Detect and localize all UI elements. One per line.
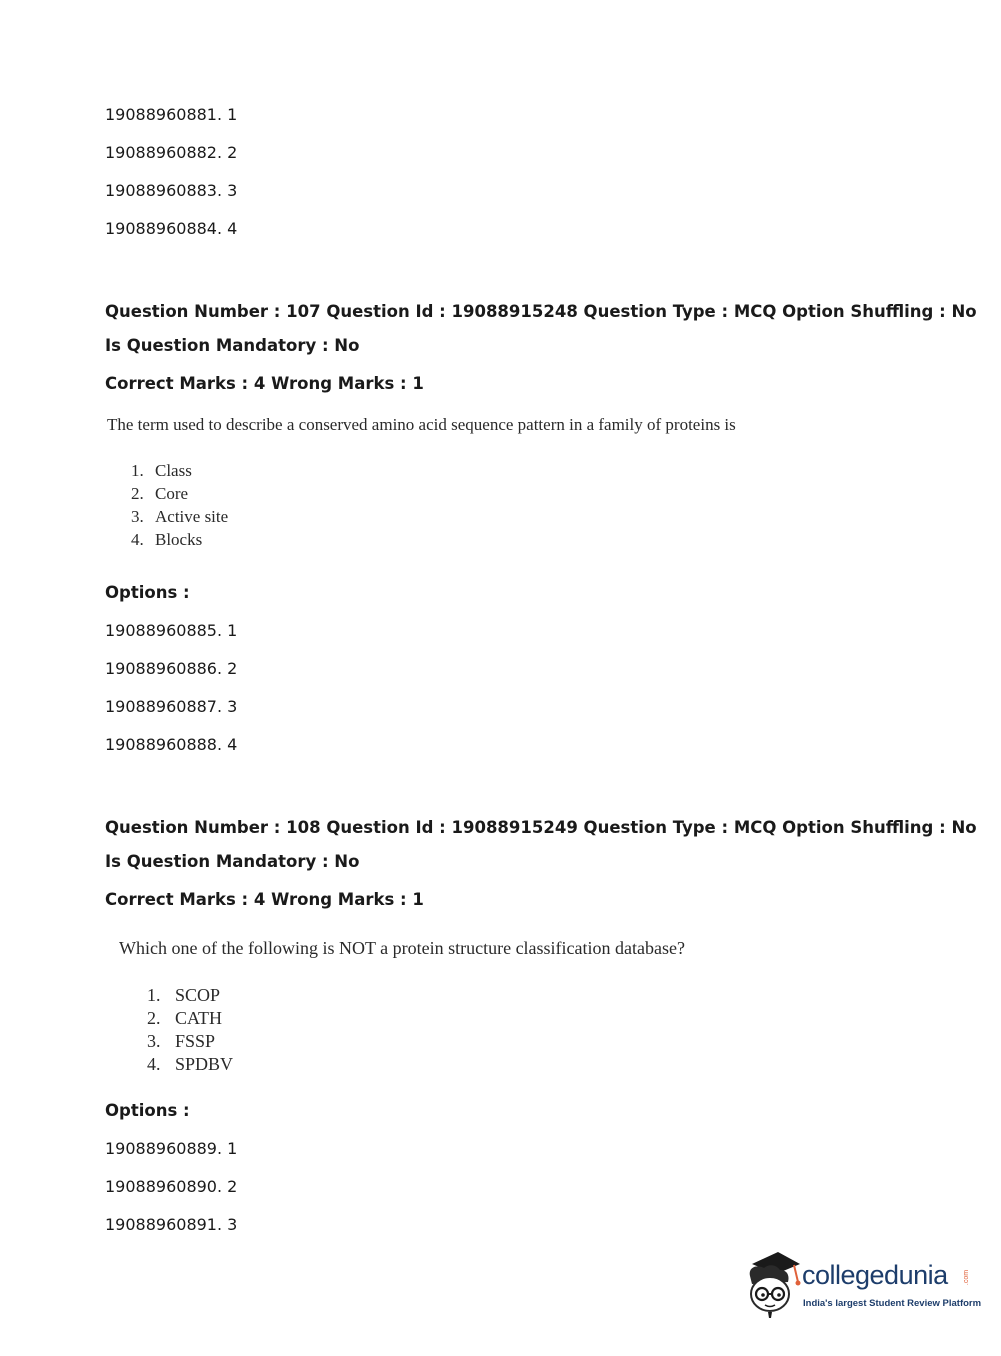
q107-options-label: Options : [105, 583, 190, 602]
option-line: 19088960890. 2 [105, 1177, 238, 1196]
q108-choice: 4. SPDBV [147, 1054, 234, 1074]
option-line: 19088960881. 1 [105, 105, 238, 124]
logo-wordmark: collegedunia [802, 1260, 948, 1290]
option-line: 19088960885. 1 [105, 621, 238, 640]
collegedunia-logo [742, 1250, 982, 1320]
q108-mandatory: Is Question Mandatory : No [105, 852, 360, 871]
q107-choice: 4. Blocks [131, 530, 203, 549]
q108-choice: 2. CATH [147, 1008, 223, 1028]
option-line: 19088960888. 4 [105, 735, 238, 754]
q108-choice: 3. FSSP [147, 1031, 216, 1051]
option-line: 19088960883. 3 [105, 181, 238, 200]
q108-marks: Correct Marks : 4 Wrong Marks : 1 [105, 890, 424, 909]
q108-header: Question Number : 108 Question Id : 19088915249 Question Type : MCQ Option Shuffling : No [105, 818, 977, 837]
q107-choice: 3. Active site [131, 507, 229, 526]
q108-choice: 1. SCOP [147, 985, 221, 1005]
option-line: 19088960884. 4 [105, 219, 238, 238]
option-line: 19088960891. 3 [105, 1215, 238, 1234]
option-line: 19088960889. 1 [105, 1139, 238, 1158]
option-line: 19088960882. 2 [105, 143, 238, 162]
q107-question-text: The term used to describe a conserved amino acid sequence pattern in a family of proteins is [107, 415, 736, 434]
student-mascot-icon [742, 1250, 804, 1320]
q107-choice: 2. Core [131, 484, 189, 503]
q107-choice: 1. Class [131, 461, 192, 480]
logo-domain: .com [963, 1269, 971, 1286]
q107-marks: Correct Marks : 4 Wrong Marks : 1 [105, 374, 424, 393]
q108-options-label: Options : [105, 1101, 190, 1120]
logo-tagline: India's largest Student Review Platform [803, 1298, 982, 1309]
q107-header: Question Number : 107 Question Id : 19088915248 Question Type : MCQ Option Shuffling : No [105, 302, 977, 321]
q107-mandatory: Is Question Mandatory : No [105, 336, 360, 355]
option-line: 19088960887. 3 [105, 697, 238, 716]
q108-question-text: Which one of the following is NOT a protein structure classification database? [119, 938, 685, 958]
option-line: 19088960886. 2 [105, 659, 238, 678]
